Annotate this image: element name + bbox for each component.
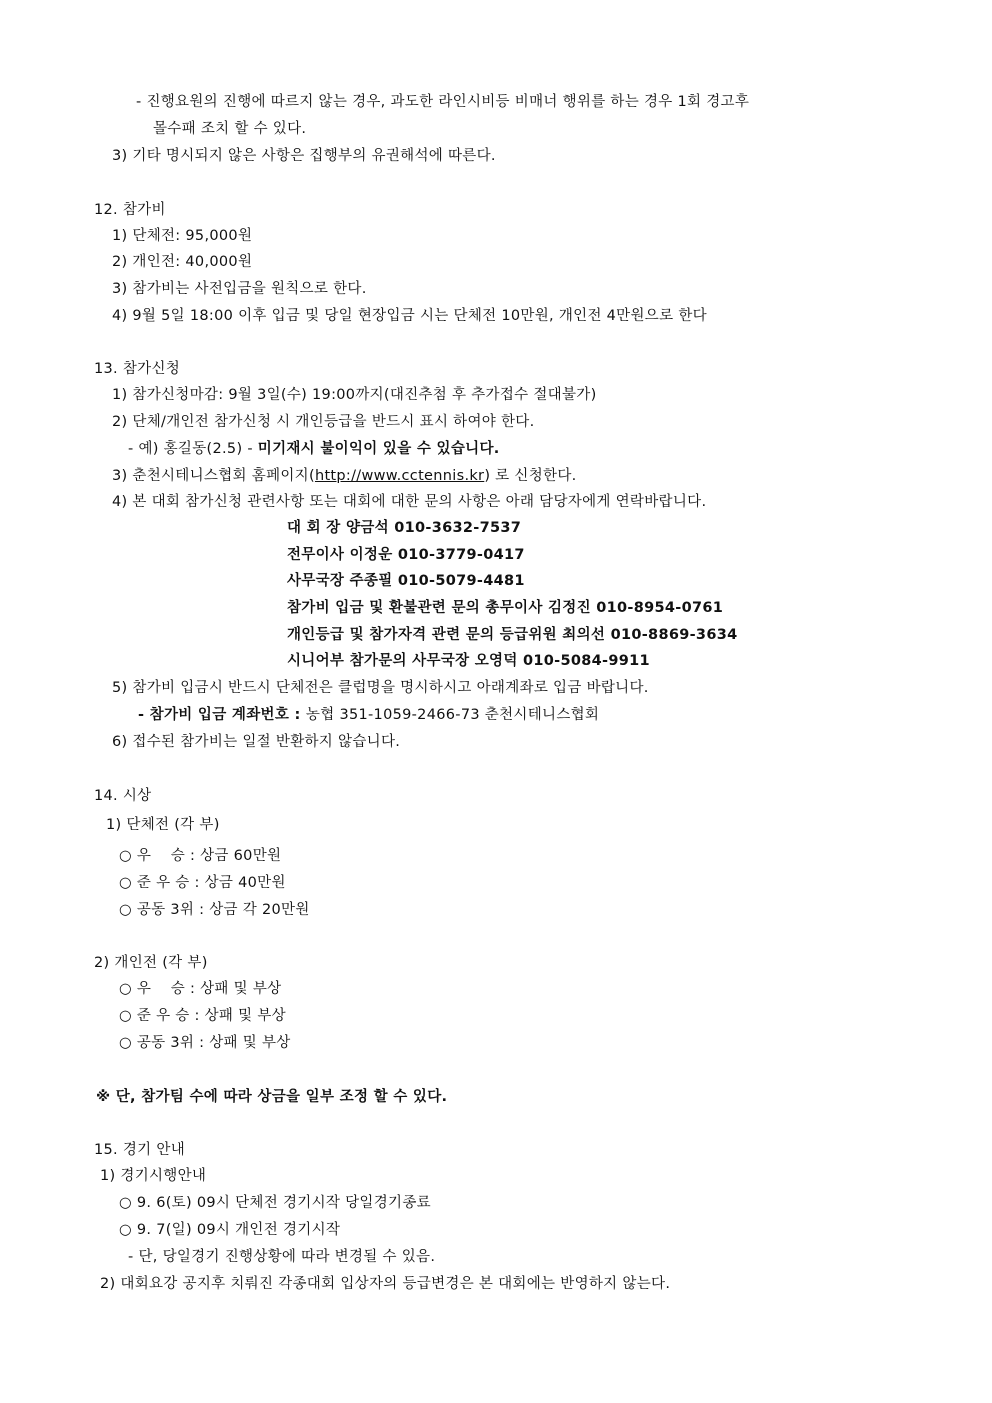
schedule-day-1: ○ 9. 6(토) 09시 단체전 경기시작 당일경기종료: [119, 1195, 431, 1211]
contact-line: 개인등급 및 참가자격 관련 문의 등급위원 최의선 010-8869-3634: [287, 627, 738, 643]
apply-item-4: 4) 본 대회 참가신청 관련사항 또는 대회에 대한 문의 사항은 아래 담당자에게 연락바랍니다.: [112, 494, 707, 510]
section-12-title: 12. 참가비: [94, 202, 166, 218]
apply-item-1: 1) 참가신청마감: 9월 3일(수) 19:00까지(대진추첨 후 추가접수 절대불가): [112, 387, 597, 403]
account-line: [138, 705, 599, 725]
apply-example: [128, 439, 500, 459]
apply-item-5: 5) 참가비 입금시 반드시 단체전은 클럽명을 명시하시고 아래계좌로 입금 바랍니다.: [112, 680, 649, 696]
apply-example-prefix: - 예) 홍길동(2.5) -: [128, 441, 258, 457]
apply-item-2: 2) 단체/개인전 참가신청 시 개인등급을 반드시 표시 하여야 한다.: [112, 414, 535, 430]
homepage-link[interactable]: http://www.cctennis.kr: [314, 468, 485, 484]
contact-line: 사무국장 주종필 010-5079-4481: [287, 573, 525, 589]
award-note: ※ 단, 참가팀 수에 따라 상금을 일부 조정 할 수 있다.: [96, 1089, 448, 1105]
apply-item-6: 6) 접수된 참가비는 일절 반환하지 않습니다.: [112, 734, 401, 750]
fee-item-1: 1) 단체전: 95,000원: [112, 228, 253, 244]
team-award-1st: ○ 우 승 : 상금 60만원: [119, 848, 282, 864]
section-14-title: 14. 시상: [94, 788, 152, 804]
schedule-day-2: ○ 9. 7(일) 09시 개인전 경기시작: [119, 1222, 341, 1238]
schedule-note: - 단, 당일경기 진행상황에 따라 변경될 수 있음.: [128, 1249, 436, 1265]
apply-item-3-suffix: ) 로 신청한다.: [484, 468, 577, 484]
contact-line: 전무이사 이정운 010-3779-0417: [287, 547, 525, 563]
contact-line: 시니어부 참가문의 사무국장 오영덕 010-5084-9911: [287, 653, 650, 669]
section-13-title: 13. 참가신청: [94, 361, 181, 377]
schedule-title: 1) 경기시행안내: [100, 1168, 207, 1184]
team-award-title: 1) 단체전 (각 부): [106, 817, 220, 833]
apply-item-3-prefix: 3) 춘천시테니스협회 홈페이지(: [112, 468, 315, 484]
indiv-award-2nd: ○ 준 우 승 : 상패 및 부상: [119, 1008, 286, 1024]
grade-change-rule: 2) 대회요강 공지후 치뤄진 각종대회 입상자의 등급변경은 본 대회에는 반영하지 않는다.: [100, 1276, 671, 1292]
fee-item-3: 3) 참가비는 사전입금을 원칙으로 한다.: [112, 281, 367, 297]
section-15-title: 15. 경기 안내: [94, 1142, 186, 1158]
apply-example-warning: 미기재시 불이익이 있을 수 있습니다.: [257, 441, 500, 457]
indiv-award-1st: ○ 우 승 : 상패 및 부상: [119, 981, 282, 997]
apply-item-3: [112, 466, 577, 486]
rule-item-3: 3) 기타 명시되지 않은 사항은 집행부의 유권해석에 따른다.: [112, 148, 496, 164]
contact-line: 참가비 입금 및 환불관련 문의 총무이사 김정진 010-8954-0761: [287, 600, 724, 616]
fee-item-4: 4) 9월 5일 18:00 이후 입금 및 당일 현장입금 시는 단체전 10만원, 개인전 4만원으로 한다: [112, 308, 707, 324]
indiv-award-title: 2) 개인전 (각 부): [94, 955, 208, 971]
fee-item-2: 2) 개인전: 40,000원: [112, 254, 253, 270]
rule-warning-line: - 진행요원의 진행에 따르지 않는 경우, 과도한 라인시비등 비매너 행위를 하는 경우 1회 경고후: [136, 94, 750, 110]
contact-line: 대 회 장 양금석 010-3632-7537: [287, 520, 522, 536]
team-award-2nd: ○ 준 우 승 : 상금 40만원: [119, 875, 286, 891]
team-award-3rd: ○ 공동 3위 : 상금 각 20만원: [119, 902, 310, 918]
account-value: 농협 351-1059-2466-73 춘천시테니스협회: [305, 707, 600, 723]
rule-warning-line-cont: 몰수패 조치 할 수 있다.: [153, 121, 307, 137]
indiv-award-3rd: ○ 공동 3위 : 상패 및 부상: [119, 1035, 291, 1051]
account-label: - 참가비 입금 계좌번호 :: [138, 707, 306, 723]
